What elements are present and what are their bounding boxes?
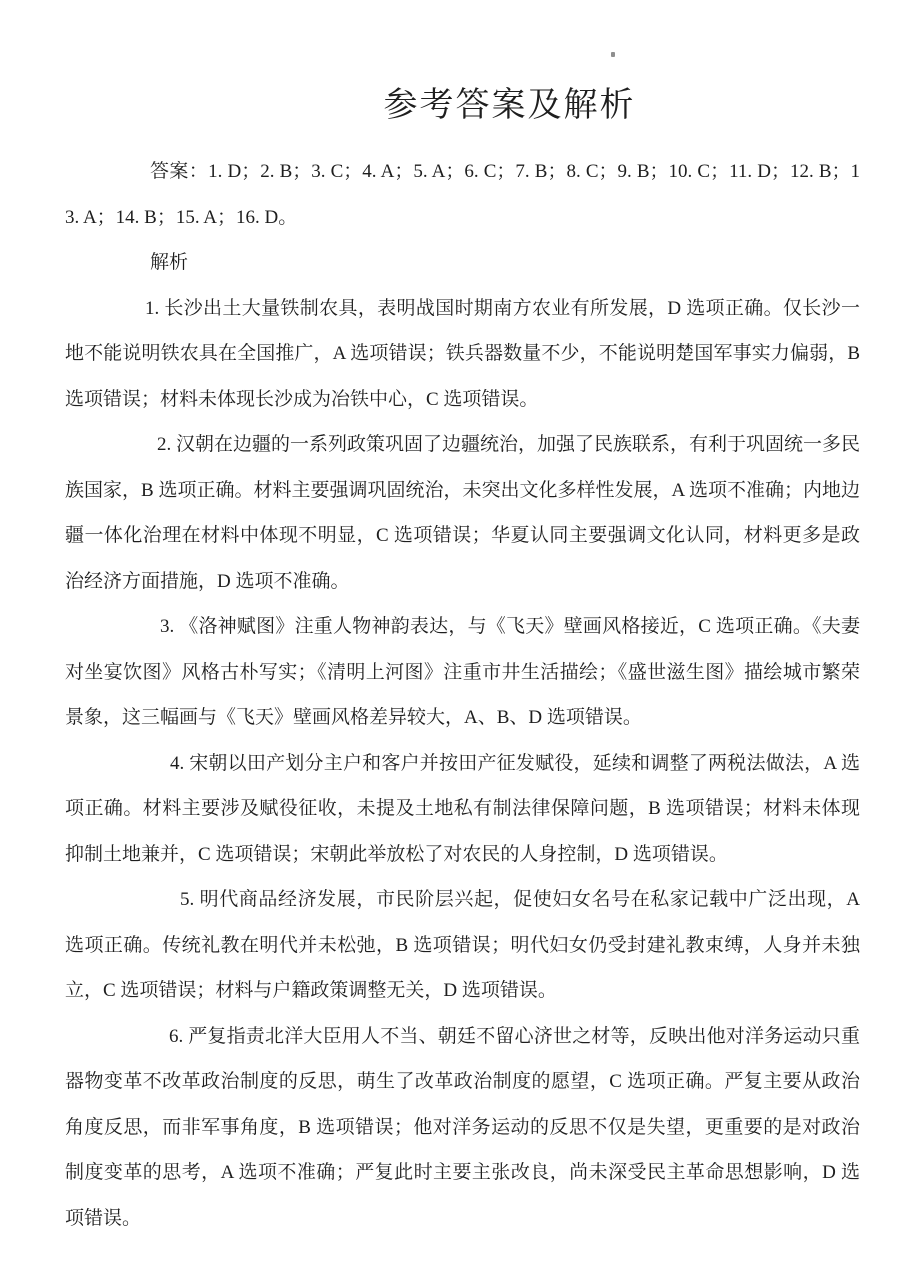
analysis-paragraph-3: 3. 《洛神赋图》注重人物神韵表达，与《飞天》壁画风格接近，C 选项正确。《夫妻对坐宴饮图》风格古朴写实；《清明上河图》注重市井生活描绘；《盛世滋生图》描绘城市繁荣景象，这三幅画与《飞天》壁画风格差异较大，A、B、D 选项错误。 [65, 616, 860, 728]
analysis-paragraph-1: 1. 长沙出土大量铁制农具，表明战国时期南方农业有所发展，D 选项正确。仅长沙一地不能说明铁农具在全国推广，A 选项错误；铁兵器数量不少，不能说明楚国军事实力偏弱，B 选项错误；材料未体现长沙成为冶铁中心，C 选项错误。 [65, 297, 860, 410]
analysis-paragraph-5: 5. 明代商品经济发展，市民阶层兴起，促使妇女名号在私家记载中广泛出现，A 选项正确。传统礼教在明代并未松弛，B 选项错误；明代妇女仍受封建礼教束缚，人身并未独立，C 选项错误；材料与户籍政策调整无关，D 选项错误。 [65, 889, 860, 1001]
answer-key-line: 答案：1. D；2. B；3. C；4. A；5. A；6. C；7. B；8. C；9. B；10. C；11. D；12. B；13. A；14. B；15. A；16. D。 [65, 161, 860, 228]
page-title: 参考答案及解析 [383, 87, 636, 124]
analysis-paragraph-6: 6. 严复指责北洋大臣用人不当、朝廷不留心济世之材等，反映出他对洋务运动只重器物变革不改革政治制度的反思，萌生了改革政治制度的愿望，C 选项正确。严复主要从政治角度反思，而非军事角度，B 选项错误；他对洋务运动的反思不仅是失望，更重要的是对政治制度变革的思考，A 选项不准确；严复此时主要主张改良，尚未深受民主革命思想影响，D 选项错误。 [65, 1025, 860, 1229]
analysis-paragraph-4: 4. 宋朝以田产划分主户和客户并按田产征发赋役，延续和调整了两税法做法，A 选项正确。材料主要涉及赋役征收，未提及土地私有制法律保障问题，B 选项错误；材料未体现抑制土地兼并，C 选项错误；宋朝此举放松了对农民的人身控制，D 选项错误。 [65, 752, 860, 865]
analysis-heading: 解析 [150, 252, 189, 273]
analysis-paragraph-2: 2. 汉朝在边疆的一系列政策巩固了边疆统治，加强了民族联系，有利于巩固统一多民族国家，B 选项正确。材料主要强调巩固统治，未突出文化多样性发展，A 选项不准确；内地边疆一体化治理在材料中体现不明显，C 选项错误；华夏认同主要强调文化认同，材料更多是政治经济方面措施，D 选项不准确。 [65, 434, 861, 592]
document-content [65, 0, 860, 1241]
